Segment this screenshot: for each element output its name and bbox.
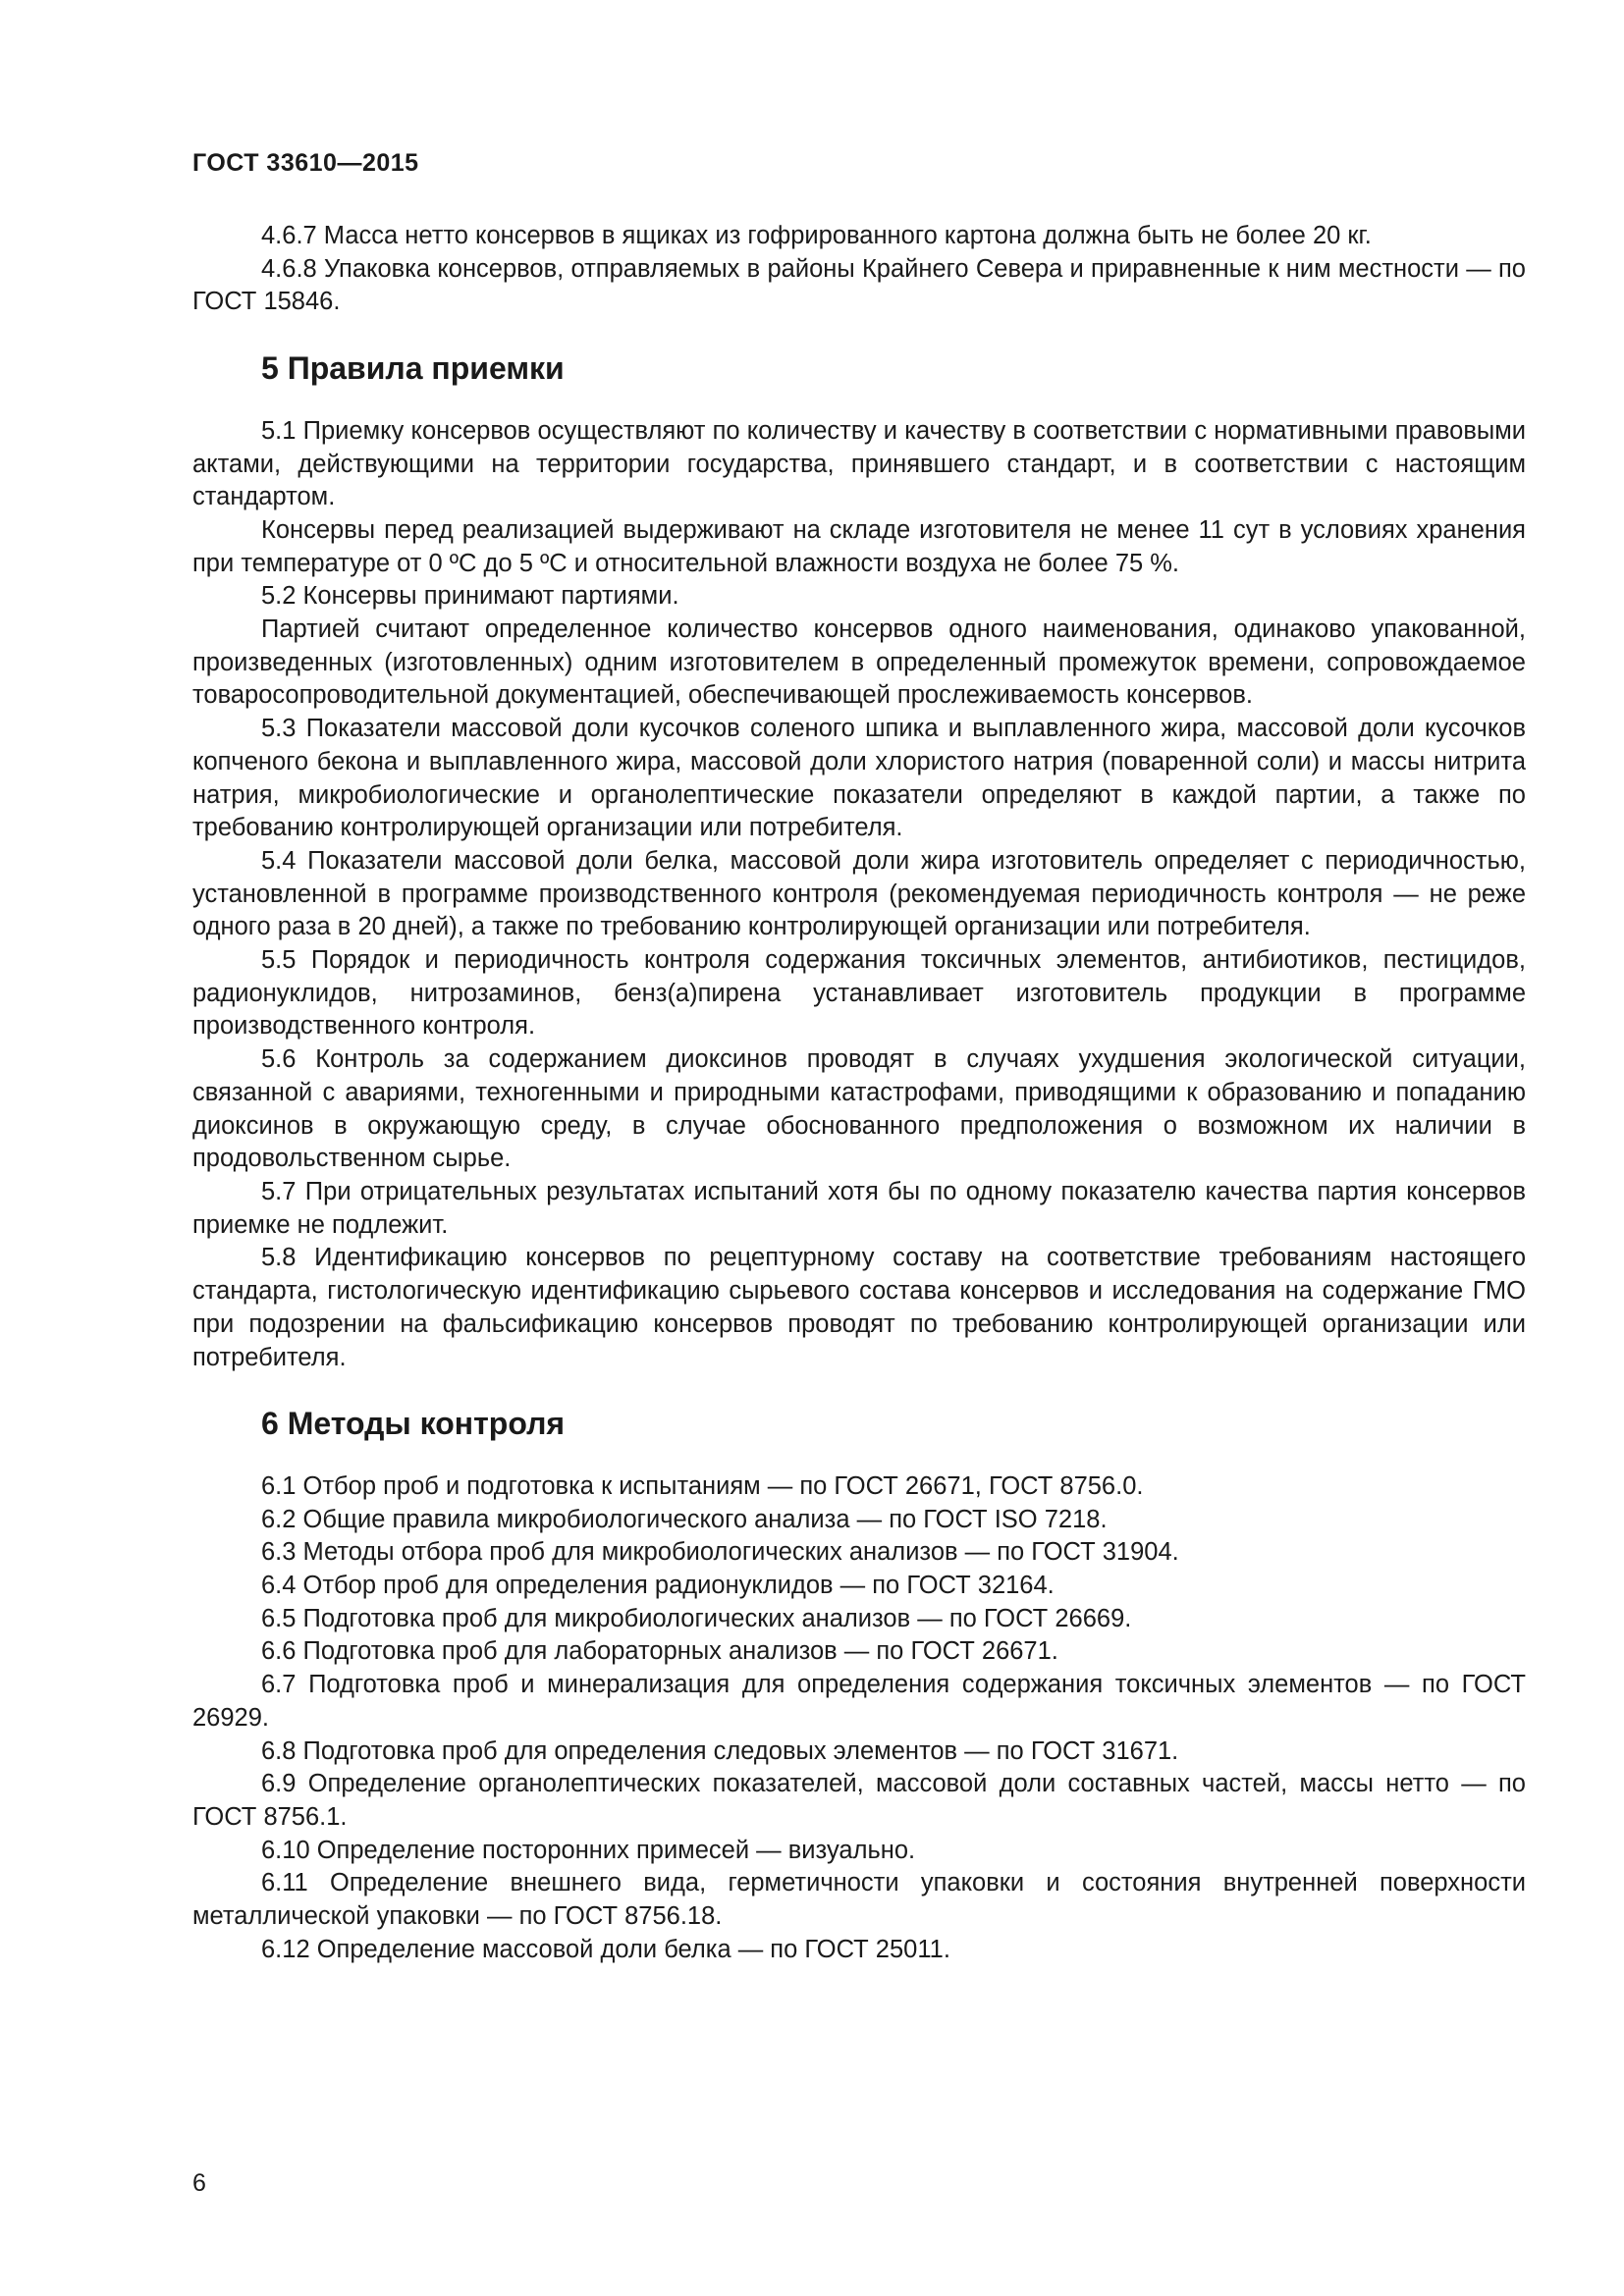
section-5-title: 5 Правила приемки	[261, 350, 565, 387]
paragraph-5-2: 5.2 Консервы принимают партиями.	[261, 582, 679, 611]
document-body	[192, 220, 1526, 1966]
paragraph-6-5: 6.5 Подготовка проб для микробиологических анализов — по ГОСТ 26669.	[261, 1604, 1132, 1632]
paragraph-5-2-batch: Партией считают определенное количество консервов одного наименования, одинаково упакованной, произведенных (изготовленных) одним изготовителем в определенный промежуток времени, сопровождаемое товаросопроводительной документацией, обеспечивающей прослеживаемость консервов.	[192, 615, 1526, 710]
paragraph-6-8: 6.8 Подготовка проб для определения следовых элементов — по ГОСТ 31671.	[261, 1736, 1179, 1765]
paragraph-6-3: 6.3 Методы отбора проб для микробиологических анализов — по ГОСТ 31904.	[261, 1538, 1179, 1567]
paragraph-4-6-7: 4.6.7 Масса нетто консервов в ящиках из гофрированного картона должна быть не более 20 кг.	[261, 222, 1372, 249]
paragraph-6-4: 6.4 Отбор проб для определения радионуклидов — по ГОСТ 32164.	[261, 1572, 1055, 1600]
paragraph-6-10: 6.10 Определение посторонних примесей — визуально.	[261, 1836, 916, 1864]
paragraph-5-5: 5.5 Порядок и периодичность контроля содержания токсичных элементов, антибиотиков, пестицидов, радионуклидов, нитрозаминов, бенз(а)пирена устанавливает изготовитель продукции в программе производственного контроля.	[192, 946, 1526, 1041]
document-code-header: ГОСТ 33610—2015	[192, 149, 419, 177]
paragraph-5-1: 5.1 Приемку консервов осуществляют по количеству и качеству в соответствии с нормативными правовыми актами, действующими на территории государства, принявшего стандарт, и в соответствии с настоящим стандартом.	[192, 416, 1526, 511]
paragraph-6-12: 6.12 Определение массовой доли белка — по ГОСТ 25011.	[261, 1935, 950, 1963]
paragraph-6-6: 6.6 Подготовка проб для лабораторных анализов — по ГОСТ 26671.	[261, 1637, 1058, 1666]
paragraph-5-3: 5.3 Показатели массовой доли кусочков соленого шпика и выплавленного жира, массовой доли кусочков копченого бекона и выплавленного жира, массовой доли хлористого натрия (поваренной соли) и массы нитрита натрия, микробиологические и органолептические показатели определяют в каждой партии, а также по требованию контролирующей организации или потребителя.	[192, 715, 1526, 842]
page-number: 6	[192, 2169, 206, 2197]
paragraph-5-8: 5.8 Идентификацию консервов по рецептурному составу на соответствие требованиям настоящего стандарта, гистологическую идентификацию сырьевого состава консервов и исследования на содержание ГМО при подозрении на фальсификацию консервов проводят по требованию контролирующей организации или потребителя.	[192, 1244, 1526, 1371]
paragraph-6-1: 6.1 Отбор проб и подготовка к испытаниям — по ГОСТ 26671, ГОСТ 8756.0.	[261, 1471, 1144, 1500]
paragraph-5-6: 5.6 Контроль за содержанием диоксинов проводят в случаях ухудшения экологической ситуации, связанной с авариями, техногенными и природными катастрофами, приводящими к образованию и попаданию диоксинов в окружающую среду, в случае обоснованного предположения о возможном их наличии в продовольственном сырье.	[192, 1045, 1526, 1173]
section-6-title: 6 Методы контроля	[261, 1406, 566, 1442]
paragraph-6-2: 6.2 Общие правила микробиологического анализа — по ГОСТ ISO 7218.	[261, 1505, 1108, 1533]
paragraph-6-11: 6.11 Определение внешнего вида, герметичности упаковки и состояния внутренней поверхности металлической упаковки — по ГОСТ 8756.18.	[192, 1869, 1526, 1931]
paragraph-6-7: 6.7 Подготовка проб и минерализация для определения содержания токсичных элементов — по ГОСТ 26929.	[192, 1671, 1526, 1732]
paragraph-5-4: 5.4 Показатели массовой доли белка, массовой доли жира изготовитель определяет с периодичностью, установленной в программе производственного контроля (рекомендуемая периодичность контроля — не реже одного раза в 20 дней), а также по требованию контролирующей организации или потребителя.	[192, 846, 1526, 941]
paragraph-5-7: 5.7 При отрицательных результатах испытаний хотя бы по одному показателю качества партия консервов приемке не подлежит.	[192, 1177, 1526, 1239]
paragraph-5-1-storage: Консервы перед реализацией выдерживают на складе изготовителя не менее 11 сут в условиях хранения при температуре от 0 ºС до 5 ºС и относительной влажности воздуха не более 75 %.	[192, 515, 1526, 577]
paragraph-4-6-8: 4.6.8 Упаковка консервов, отправляемых в районы Крайнего Севера и приравненные к ним местности — по ГОСТ 15846.	[192, 254, 1526, 316]
paragraph-6-9: 6.9 Определение органолептических показателей, массовой доли составных частей, массы нетто — по ГОСТ 8756.1.	[192, 1770, 1526, 1831]
